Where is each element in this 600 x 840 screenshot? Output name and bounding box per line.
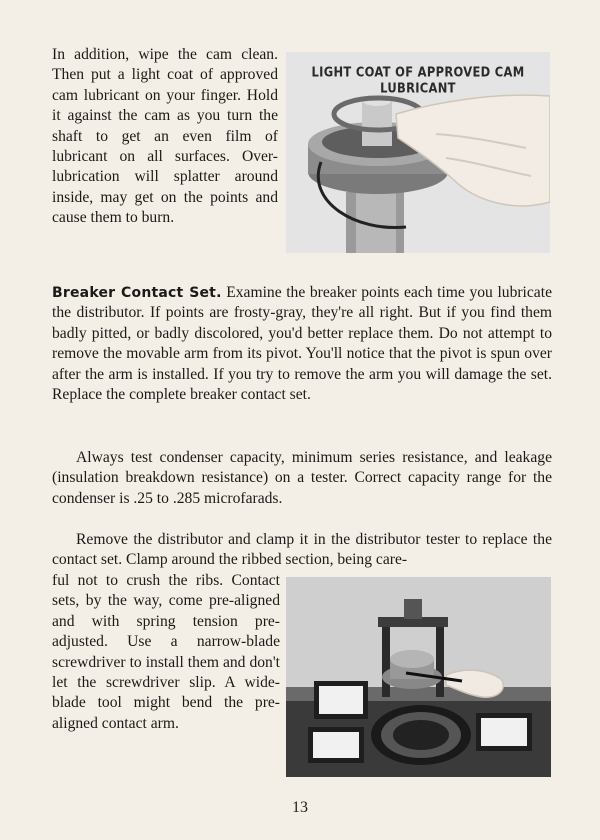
paragraph-text: Examine the breaker points each time you lubricate the distributor. If points are frosty-gray, they're all right. But if you find them badly pitted, or badly discolored, you'd better replace them. Do not attempt to remove the movable arm from its pivot. You'll notice that the pivot is spun over after the arm is installed. If you try to remove the arm you will damage the set. Replace the complete breaker contact set. xyxy=(52,284,552,404)
paragraph-distributor-tester-start: Remove the distributor and clamp it in the distributor tester to replace the contact set. Clamp around the ribbed section, being care- xyxy=(52,531,552,569)
distributor-tester-illustration xyxy=(286,577,551,777)
paragraph-cam-lubrication: In addition, wipe the cam clean. Then put a light coat of approved cam lubricant on your finger. Hold it against the cam as you turn the shaft to get an even film of lubricant on all surfaces. Over-lubrication will splatter around inside, may get on the points and cause them to burn. xyxy=(52,46,278,227)
paragraph-distributor-tester-cont: ful not to crush the ribs. Contact sets, by the way, come pre-aligned and with spring tension pre-adjusted. Use a narrow-blade screwdriver to install them and don't let the screwdriver slip. A wide-blade tool might bend the pre-aligned contact arm. xyxy=(52,572,280,732)
paragraph-breaker-contact-set xyxy=(52,283,552,405)
paragraph-condenser-test: Always test condenser capacity, minimum series resistance, and leakage (insulation breakdown resistance) on a tester. Correct capacity range for the condenser is .25 to .285 microfarads. xyxy=(52,449,552,507)
photo-caption: LIGHT COAT OF APPROVED CAM LUBRICANT xyxy=(311,63,525,97)
photo-distributor-tester xyxy=(286,577,551,777)
page-number: 13 xyxy=(292,799,308,816)
run-in-heading: Breaker Contact Set. xyxy=(52,285,222,301)
photo-cam-lubricant xyxy=(286,52,550,253)
